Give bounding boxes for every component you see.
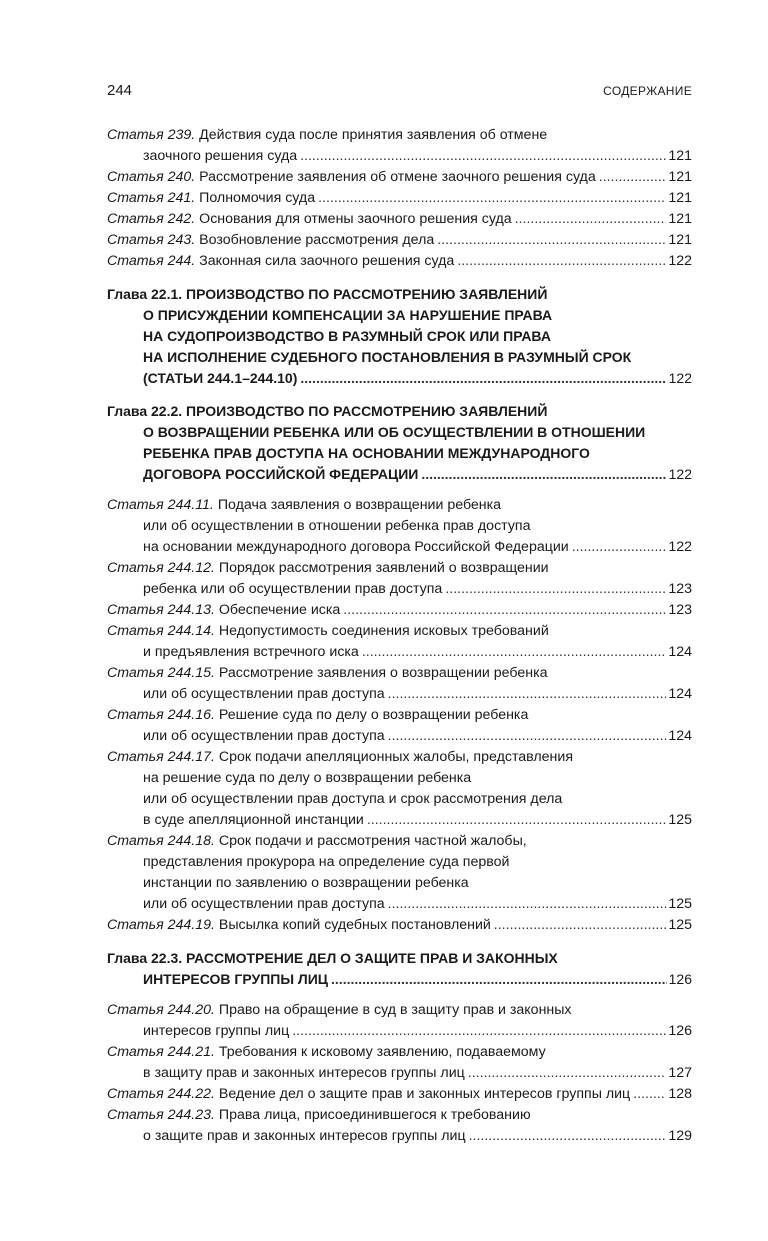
entry-title-text: ИНТЕРЕСОВ ГРУППЫ ЛИЦ xyxy=(143,971,329,987)
toc-line-text xyxy=(143,146,297,167)
article-label: Статья 244.12. xyxy=(107,560,215,576)
entry-title-text: Высылка копий судебных постановлений xyxy=(214,917,491,933)
article-label: Статья 244.22. xyxy=(107,1086,215,1102)
page-ref: 124 xyxy=(668,728,692,744)
toc-line xyxy=(107,368,692,389)
toc-line xyxy=(107,167,692,188)
toc-line-text xyxy=(107,665,548,681)
toc-line-text xyxy=(107,707,528,723)
dot-leader xyxy=(437,230,666,251)
toc-line-text xyxy=(107,623,549,639)
toc-line-text xyxy=(143,1063,465,1084)
toc-line-text xyxy=(143,726,385,747)
page-ref: 126 xyxy=(668,1023,692,1039)
toc-line xyxy=(107,443,692,464)
toc-line-text xyxy=(107,1107,531,1123)
entry-title-text: ПРОИЗВОДСТВО ПО РАССМОТРЕНИЮ ЗАЯВЛЕНИЙ xyxy=(182,286,548,302)
entry-title-text: на решение суда по делу о возвращении ребенка xyxy=(143,770,472,786)
toc-line xyxy=(107,831,692,852)
entry-title-text: и предъявления встречного иска xyxy=(143,644,359,660)
dot-leader xyxy=(445,579,666,600)
toc-line-text xyxy=(143,424,645,440)
toc-line-text xyxy=(143,770,471,786)
dot-leader xyxy=(469,1126,667,1147)
entry-title-text: ПРОИЗВОДСТВО ПО РАССМОТРЕНИЮ ЗАЯВЛЕНИЙ xyxy=(182,403,548,419)
article-label: Статья 244.19. xyxy=(107,917,215,933)
entry-title-text: Срок подачи апелляционных жалобы, представления xyxy=(214,749,573,765)
toc-line xyxy=(107,621,692,642)
toc-line-text xyxy=(143,875,469,891)
toc-article-entry[interactable] xyxy=(107,663,692,705)
entry-title-text: ДОГОВОРА РОССИЙСКОЙ ФЕДЕРАЦИИ xyxy=(143,466,419,482)
entry-title-text: инстанции по заявлению о возвращении ребенка xyxy=(143,875,469,891)
toc-line-text xyxy=(143,854,509,870)
toc-line xyxy=(107,789,692,810)
entry-title-text: Рассмотрение заявления об отмене заочного решения суда xyxy=(195,169,596,185)
dot-leader xyxy=(599,167,667,188)
toc-line-text xyxy=(143,894,385,915)
toc-article-entry[interactable] xyxy=(107,831,692,915)
toc-line-text xyxy=(107,209,512,230)
toc-line xyxy=(107,516,692,537)
page-ref: 125 xyxy=(668,896,692,912)
toc-line xyxy=(107,1021,692,1042)
page-ref: 123 xyxy=(668,581,692,597)
toc-article-entry[interactable] xyxy=(107,915,692,936)
toc-line xyxy=(107,600,692,621)
toc-line-text xyxy=(107,251,454,272)
entry-title-text: Рассмотрение заявления о возвращении ребенка xyxy=(214,665,548,681)
entry-title-text: Подача заявления о возвращении ребенка xyxy=(213,497,502,513)
article-label: Статья 244.14. xyxy=(107,623,215,639)
article-label: Статья 244. xyxy=(107,253,196,269)
toc-line xyxy=(107,495,692,516)
toc-line-text xyxy=(143,464,418,485)
dot-leader xyxy=(331,969,667,990)
toc-line-text xyxy=(107,1044,546,1060)
toc-line xyxy=(107,852,692,873)
toc-line xyxy=(107,209,692,230)
toc-line-text xyxy=(143,518,530,534)
toc-line xyxy=(107,894,692,915)
chapter-label: Глава 22.2. xyxy=(107,403,183,419)
toc-line-text xyxy=(107,749,573,765)
entry-title-text: представления прокурора на определение суда первой xyxy=(143,854,510,870)
entry-title-text: Основания для отмены заочного решения суда xyxy=(195,211,512,227)
dot-leader xyxy=(421,464,666,485)
article-label: Статья 244.15. xyxy=(107,665,215,681)
toc-article-entry[interactable] xyxy=(107,1105,692,1147)
article-label: Статья 244.11. xyxy=(107,497,214,513)
article-label: Статья 241. xyxy=(107,190,196,206)
toc-line-text xyxy=(143,349,631,365)
toc-line xyxy=(107,684,692,705)
toc-line-text xyxy=(107,1084,630,1105)
toc-line-text xyxy=(107,167,596,188)
toc-line xyxy=(107,1000,692,1021)
toc-line-text xyxy=(143,969,328,990)
entry-title-text: в защиту прав и законных интересов группы лиц xyxy=(143,1065,465,1081)
entry-title-text: О ПРИСУЖДЕНИИ КОМПЕНСАЦИИ ЗА НАРУШЕНИЕ ПРАВА xyxy=(143,307,553,323)
entry-title-text: О ВОЗВРАЩЕНИИ РЕБЕНКА ИЛИ ОБ ОСУЩЕСТВЛЕНИИ В ОТНОШЕНИИ xyxy=(143,424,646,440)
toc-line xyxy=(107,1126,692,1147)
entry-title-text: Законная сила заочного решения суда xyxy=(195,253,455,269)
toc-line-text xyxy=(143,445,590,461)
article-label: Статья 239. xyxy=(107,127,196,143)
toc-line xyxy=(107,915,692,936)
article-label: Статья 244.20. xyxy=(107,1002,215,1018)
entry-title-text: (СТАТЬИ 244.1–244.10) xyxy=(143,370,298,386)
article-label: Статья 242. xyxy=(107,211,196,227)
toc-line-text xyxy=(107,188,315,209)
dot-leader xyxy=(318,188,666,209)
toc-line xyxy=(107,305,692,326)
toc-article-entry[interactable] xyxy=(107,251,692,272)
article-label: Статья 244.16. xyxy=(107,707,215,723)
entry-title-text: Возобновление рассмотрения дела xyxy=(195,232,435,248)
toc-line-text xyxy=(143,328,551,344)
toc-line xyxy=(107,251,692,272)
toc-article-entry[interactable] xyxy=(107,621,692,663)
toc-line-text xyxy=(107,497,501,513)
entry-title-text: РАССМОТРЕНИЕ ДЕЛ О ЗАЩИТЕ ПРАВ И ЗАКОННЫХ xyxy=(182,950,558,966)
toc-line xyxy=(107,146,692,167)
toc-line xyxy=(107,705,692,726)
toc-line xyxy=(107,642,692,663)
dot-leader xyxy=(292,1021,666,1042)
page-ref: 121 xyxy=(668,169,692,185)
toc-article-entry[interactable] xyxy=(107,125,692,167)
entry-title-text: Требования к исковому заявлению, подаваемому xyxy=(214,1044,546,1060)
entry-title-text: Срок подачи и рассмотрения частной жалобы, xyxy=(214,833,527,849)
entry-title-text: Решение суда по делу о возвращении ребенка xyxy=(214,707,529,723)
toc-article-entry[interactable] xyxy=(107,188,692,209)
page-ref: 125 xyxy=(668,917,692,933)
toc-article-entry[interactable] xyxy=(107,558,692,600)
entry-title-text: НА ИСПОЛНЕНИЕ СУДЕБНОГО ПОСТАНОВЛЕНИЯ В РАЗУМНЫЙ СРОК xyxy=(143,349,632,365)
page-ref: 121 xyxy=(668,190,692,206)
page-ref: 122 xyxy=(668,253,692,269)
entry-title-text: Ведение дел о защите прав и законных интересов группы лиц xyxy=(214,1086,631,1102)
dot-leader xyxy=(457,251,666,272)
toc-line xyxy=(107,1042,692,1063)
entry-title-text: Полномочия суда xyxy=(195,190,316,206)
entry-title-text: ребенка или об осуществлении прав доступа xyxy=(143,581,443,597)
toc-line-text xyxy=(107,230,434,251)
toc-article-entry[interactable] xyxy=(107,1000,692,1042)
toc-line xyxy=(107,558,692,579)
entry-title-text: или об осуществлении прав доступа и срок рассмотрения дела xyxy=(143,791,563,807)
toc-line-text xyxy=(143,368,297,389)
toc-line-text xyxy=(143,1021,289,1042)
dot-leader xyxy=(300,368,666,389)
toc-line-text xyxy=(107,915,491,936)
dot-leader xyxy=(367,810,667,831)
toc-line xyxy=(107,948,692,969)
toc-line-text xyxy=(143,307,552,323)
page-ref: 124 xyxy=(668,686,692,702)
page-ref: 122 xyxy=(668,539,692,555)
entry-title-text: НА СУДОПРОИЗВОДСТВО В РАЗУМНЫЙ СРОК ИЛИ ПРАВА xyxy=(143,328,551,344)
entry-title-text: на основании международного договора Российской Федерации xyxy=(143,539,569,555)
toc-line-text xyxy=(107,950,558,966)
toc-line xyxy=(107,537,692,558)
toc-line-text xyxy=(107,1002,572,1018)
toc-line-text xyxy=(143,810,364,831)
toc-chapter-entry[interactable] xyxy=(107,284,692,389)
entry-title-text: или об осуществлении в отношении ребенка прав доступа xyxy=(143,518,531,534)
article-label: Статья 244.18. xyxy=(107,833,215,849)
toc-line xyxy=(107,726,692,747)
dot-leader xyxy=(300,146,666,167)
toc-line xyxy=(107,401,692,422)
toc-line xyxy=(107,768,692,789)
page-ref: 125 xyxy=(668,812,692,828)
chapter-label: Глава 22.3. xyxy=(107,950,183,966)
article-label: Статья 244.13. xyxy=(107,602,215,618)
dot-leader xyxy=(388,684,667,705)
page-ref: 123 xyxy=(668,602,692,618)
toc-line-text xyxy=(107,286,547,302)
toc-line xyxy=(107,1084,692,1105)
table-of-contents xyxy=(107,125,692,1147)
dot-leader xyxy=(388,894,667,915)
toc-line xyxy=(107,1105,692,1126)
toc-line-text xyxy=(107,560,549,576)
toc-line xyxy=(107,125,692,146)
chapter-label: Глава 22.1. xyxy=(107,286,183,302)
page-ref: 128 xyxy=(668,1086,692,1102)
toc-line-text xyxy=(107,600,340,621)
toc-line-text xyxy=(143,791,562,807)
toc-article-entry[interactable] xyxy=(107,1084,692,1105)
toc-line xyxy=(107,284,692,305)
page-ref: 122 xyxy=(668,370,692,386)
page-ref: 124 xyxy=(668,644,692,660)
toc-line xyxy=(107,747,692,768)
dot-leader xyxy=(572,537,667,558)
entry-title-text: Недопустимость соединения исковых требований xyxy=(214,623,549,639)
toc-article-entry[interactable] xyxy=(107,209,692,230)
toc-line-text xyxy=(143,537,569,558)
entry-title-text: Порядок рассмотрения заявлений о возвращении xyxy=(214,560,549,576)
article-label: Статья 244.17. xyxy=(107,749,215,765)
toc-line xyxy=(107,464,692,485)
page-ref: 127 xyxy=(668,1065,692,1081)
toc-line-text xyxy=(143,579,442,600)
entry-title-text: или об осуществлении прав доступа xyxy=(143,896,385,912)
toc-line xyxy=(107,579,692,600)
entry-title-text: Право на обращение в суд в защиту прав и законных xyxy=(214,1002,572,1018)
toc-line xyxy=(107,663,692,684)
toc-article-entry[interactable] xyxy=(107,230,692,251)
toc-line xyxy=(107,810,692,831)
toc-line xyxy=(107,873,692,894)
toc-line-text xyxy=(107,833,527,849)
toc-article-entry[interactable] xyxy=(107,167,692,188)
toc-article-entry[interactable] xyxy=(107,705,692,747)
page-ref: 121 xyxy=(668,148,692,164)
toc-line xyxy=(107,1063,692,1084)
toc-line xyxy=(107,969,692,990)
article-label: Статья 244.23. xyxy=(107,1107,215,1123)
dot-leader xyxy=(362,642,667,663)
entry-title-text: или об осуществлении прав доступа xyxy=(143,728,385,744)
toc-line-text xyxy=(107,127,547,143)
entry-title-text: Обеспечение иска xyxy=(214,602,341,618)
page-ref: 122 xyxy=(668,466,692,482)
page-ref: 126 xyxy=(668,971,692,987)
dot-leader xyxy=(468,1063,667,1084)
dot-leader xyxy=(494,915,667,936)
article-label: Статья 240. xyxy=(107,169,196,185)
entry-title-text: РЕБЕНКА ПРАВ ДОСТУПА НА ОСНОВАНИИ МЕЖДУНАРОДНОГО xyxy=(143,445,590,461)
entry-title-text: заочного решения суда xyxy=(143,148,298,164)
dot-leader xyxy=(633,1084,666,1105)
toc-article-entry[interactable] xyxy=(107,1042,692,1084)
running-title: СОДЕРЖАНИЕ xyxy=(603,84,692,98)
toc-line-text xyxy=(107,403,547,419)
toc-chapter-entry[interactable] xyxy=(107,948,692,990)
dot-leader xyxy=(343,600,666,621)
entry-title-text: или об осуществлении прав доступа xyxy=(143,686,385,702)
toc-line xyxy=(107,422,692,443)
toc-article-entry[interactable] xyxy=(107,495,692,558)
toc-line xyxy=(107,347,692,368)
entry-title-text: интересов группы лиц xyxy=(143,1023,290,1039)
toc-line-text xyxy=(143,1126,466,1147)
page-number: 244 xyxy=(107,82,133,99)
dot-leader xyxy=(388,726,667,747)
article-label: Статья 243. xyxy=(107,232,196,248)
entry-title-text: о защите прав и законных интересов группы лиц xyxy=(143,1128,466,1144)
entry-title-text: в суде апелляционной инстанции xyxy=(143,812,364,828)
toc-line xyxy=(107,230,692,251)
toc-line-text xyxy=(143,642,359,663)
toc-chapter-entry[interactable] xyxy=(107,401,692,485)
toc-article-entry[interactable] xyxy=(107,747,692,831)
page-ref: 129 xyxy=(668,1128,692,1144)
toc-line-text xyxy=(143,684,385,705)
dot-leader xyxy=(515,209,667,230)
article-label: Статья 244.21. xyxy=(107,1044,215,1060)
page-ref: 121 xyxy=(668,232,692,248)
page-ref: 121 xyxy=(668,211,692,227)
toc-article-entry[interactable] xyxy=(107,600,692,621)
toc-line xyxy=(107,326,692,347)
entry-title-text: Права лица, присоединившегося к требованию xyxy=(214,1107,531,1123)
entry-title-text: Действия суда после принятия заявления об отмене xyxy=(195,127,548,143)
toc-line xyxy=(107,188,692,209)
